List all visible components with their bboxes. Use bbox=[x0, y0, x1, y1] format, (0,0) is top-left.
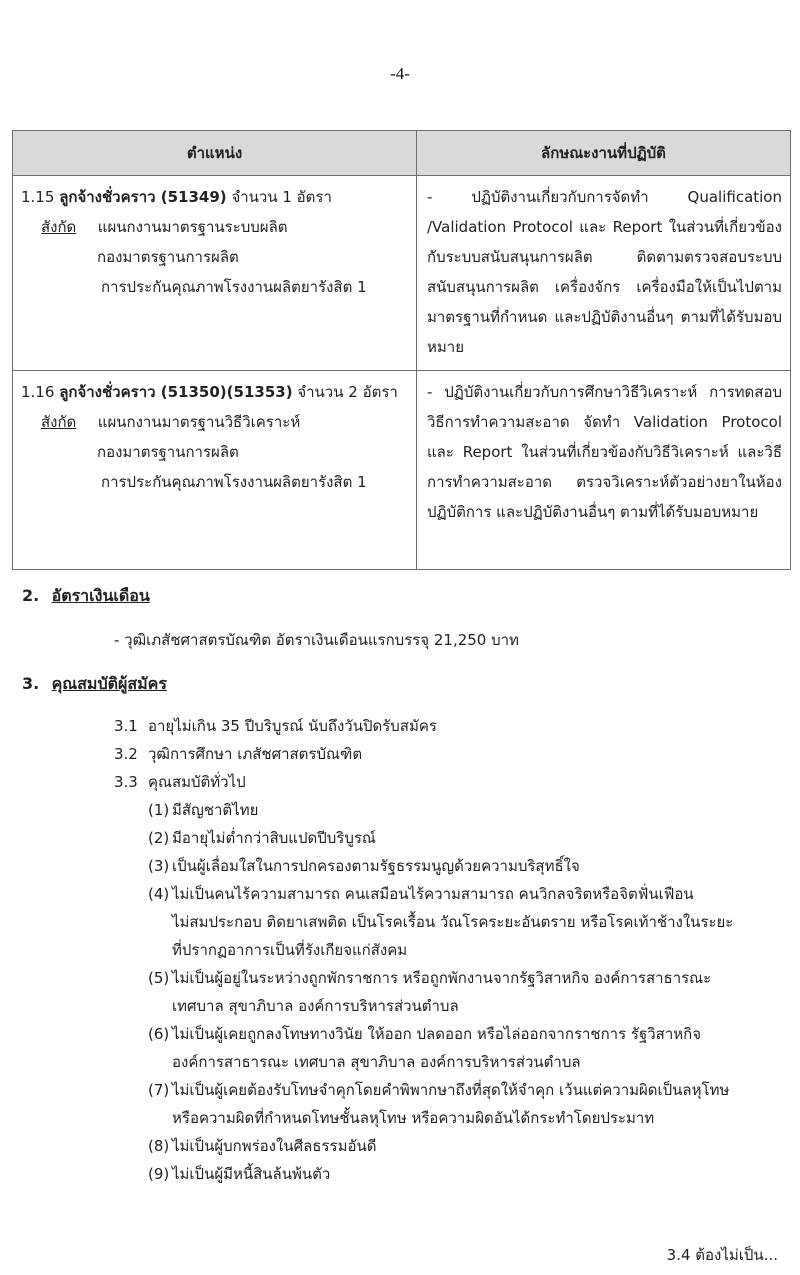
duties-cell: - ปฏิบัติงานเกี่ยวกับการจัดทำ Qualification /Validation Protocol และ Report ในส่วนที่เกี่ยวข้องกับระบบสนับสนุนการผลิต ติดตามตรวจสอบระบบสนับสนุนการผลิต เครื่องจักร เครื่องมือให้เป็นไปตามมาตรฐานที่กำหนด และปฏิบัติงานอื่นๆ ตามที่ได้รับมอบหมาย bbox=[417, 176, 791, 371]
general-qualification-item: (6) ไม่เป็นผู้เคยถูกลงโทษทางวินัย ให้ออก ปลดออก หรือไล่ออกจากราชการ รัฐวิสาหกิจ องค์การสาธารณะ เทศบาล สุขาภิบาล องค์การบริหารส่วนตำบล bbox=[148, 1025, 702, 1071]
affiliation-dept: แผนกงานมาตรฐานวิธีวิเคราะห์ bbox=[97, 413, 301, 431]
position-title: ลูกจ้างชั่วคราว (51349) bbox=[59, 188, 227, 206]
position-count: จำนวน 1 อัตรา bbox=[231, 188, 332, 206]
general-qualifications-list bbox=[114, 796, 794, 1188]
affiliation-division: กองมาตรฐานการผลิต bbox=[97, 443, 239, 461]
general-qualification-item: (5) ไม่เป็นผู้อยู่ในระหว่างถูกพักราชการ หรือถูกพักงานจากรัฐวิสาหกิจ องค์การสาธารณะ เทศบาล สุขาภิบาล องค์การบริหารส่วนตำบล bbox=[148, 969, 712, 1015]
header-duties: ลักษณะงานที่ปฏิบัติ bbox=[417, 131, 791, 176]
general-qualification-item: (8) ไม่เป็นผู้บกพร่องในศีลธรรมอันดี bbox=[148, 1137, 377, 1155]
affiliation-office: การประกันคุณภาพโรงงานผลิตยารังสิต 1 bbox=[101, 473, 367, 491]
position-cell bbox=[13, 371, 417, 570]
continue-note: 3.4 ต้องไม่เป็น... bbox=[666, 1246, 778, 1264]
table-header-row bbox=[13, 131, 791, 176]
affiliation-label: สังกัด bbox=[41, 218, 77, 236]
general-qualification-item: (2) มีอายุไม่ต่ำกว่าสิบแปดปีบริบูรณ์ bbox=[148, 829, 376, 847]
position-number: 1.15 bbox=[21, 188, 55, 206]
position-title-line bbox=[21, 377, 408, 407]
affiliation-office: การประกันคุณภาพโรงงานผลิตยารังสิต 1 bbox=[101, 278, 367, 296]
qualifications-list bbox=[114, 712, 794, 1188]
position-number: 1.16 bbox=[21, 383, 55, 401]
position-count: จำนวน 2 อัตรา bbox=[297, 383, 398, 401]
table-row bbox=[13, 176, 791, 371]
positions-table bbox=[12, 130, 791, 570]
table-row bbox=[13, 371, 791, 570]
salary-line: - วุฒิเภสัชศาสตรบัณฑิต อัตราเงินเดือนแรกบรรจุ 21,250 บาท bbox=[114, 631, 519, 649]
position-title: ลูกจ้างชั่วคราว (51350)(51353) bbox=[59, 383, 293, 401]
affiliation-dept: แผนกงานมาตรฐานระบบผลิต bbox=[97, 218, 288, 236]
section-number: 3. bbox=[22, 674, 40, 693]
affiliation-label: สังกัด bbox=[41, 413, 77, 431]
affiliation-division: กองมาตรฐานการผลิต bbox=[97, 248, 239, 266]
section-title: อัตราเงินเดือน bbox=[51, 586, 150, 605]
section-qualifications-heading bbox=[22, 672, 167, 697]
section-title: คุณสมบัติผู้สมัคร bbox=[51, 674, 167, 693]
general-qualification-item: (1) มีสัญชาติไทย bbox=[148, 801, 259, 819]
page-number: -4- bbox=[390, 64, 410, 83]
general-qualification-item: (4) ไม่เป็นคนไร้ความสามารถ คนเสมือนไร้ความสามารถ คนวิกลจริตหรือจิตฟั่นเฟือน ไม่สมประกอบ ติดยาเสพติด เป็นโรคเรื้อน วัณโรคระยะอันตราย หรือโรคเท้าช้างในระยะ ที่ปรากฏอาการเป็นที่รังเกียจแก่สังคม bbox=[148, 885, 734, 959]
duties-cell: - ปฏิบัติงานเกี่ยวกับการศึกษาวิธีวิเคราะห์ การทดสอบวิธีการทำความสะอาด จัดทำ Validation Protocol และ Report ในส่วนที่เกี่ยวข้องกับวิธีวิเคราะห์ และวิธีการทำความสะอาด ตรวจวิเคราะห์ตัวอย่างยาในห้องปฏิบัติการ และปฏิบัติงานอื่นๆ ตามที่ได้รับมอบหมาย bbox=[417, 371, 791, 570]
qualification-item: 3.3 คุณสมบัติทั่วไป bbox=[114, 773, 246, 791]
section-salary-heading bbox=[22, 584, 150, 609]
qualification-item: 3.2 วุฒิการศึกษา เภสัชศาสตรบัณฑิต bbox=[114, 745, 363, 763]
general-qualification-item: (9) ไม่เป็นผู้มีหนี้สินล้นพ้นตัว bbox=[148, 1165, 331, 1183]
position-title-line bbox=[21, 182, 408, 212]
header-position: ตำแหน่ง bbox=[13, 131, 417, 176]
section-number: 2. bbox=[22, 586, 40, 605]
affiliation-line bbox=[21, 407, 408, 437]
affiliation-line bbox=[21, 212, 408, 242]
qualification-item: 3.1 อายุไม่เกิน 35 ปีบริบูรณ์ นับถึงวันปิดรับสมัคร bbox=[114, 717, 437, 735]
general-qualification-item: (7) ไม่เป็นผู้เคยต้องรับโทษจำคุกโดยคำพิพากษาถึงที่สุดให้จำคุก เว้นแต่ความผิดเป็นลหุโทษ หรือความผิดที่กำหนดโทษชั้นลหุโทษ หรือความผิดอันได้กระทำโดยประมาท bbox=[148, 1081, 730, 1127]
general-qualification-item: (3) เป็นผู้เลื่อมใสในการปกครองตามรัฐธรรมนูญด้วยความบริสุทธิ์ใจ bbox=[148, 857, 580, 875]
position-cell bbox=[13, 176, 417, 371]
